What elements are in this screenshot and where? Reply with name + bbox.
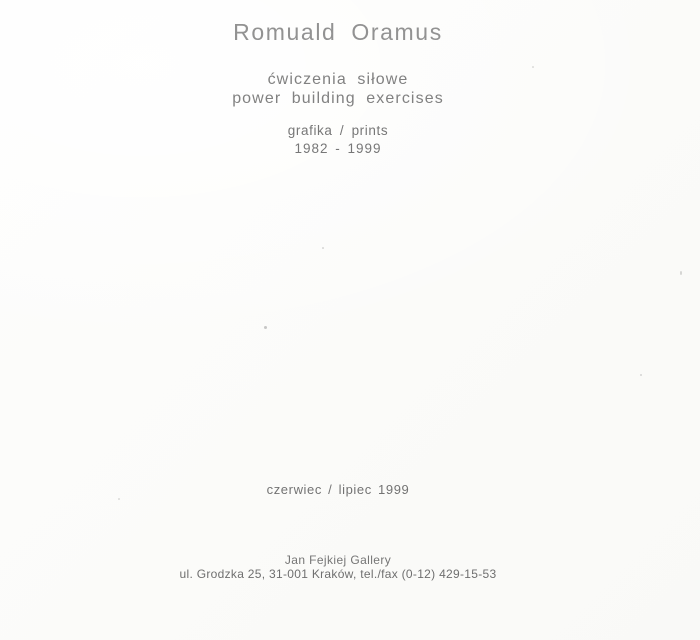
- scan-speck: [264, 326, 267, 329]
- years-line: 1982 - 1999: [294, 141, 382, 156]
- exhibition-dates: czerwiec / lipiec 1999: [266, 482, 410, 497]
- scan-speck: [680, 271, 682, 275]
- scan-speck: [640, 374, 642, 376]
- gallery-name: Jan Fejkiej Gallery: [284, 553, 392, 567]
- gallery-address: ul. Grodzka 25, 31-001 Kraków, tel./fax (0-12) 429-15-53: [179, 566, 497, 581]
- scan-speck: [532, 66, 534, 68]
- scan-speck: [118, 498, 120, 500]
- scan-speck: [322, 247, 324, 249]
- artist-name: Romuald Oramus: [233, 19, 443, 45]
- exhibition-title-polish: ćwiczenia siłowe: [267, 71, 409, 88]
- exhibition-title-english: power building exercises: [232, 90, 444, 107]
- medium-line: grafika / prints: [287, 123, 389, 138]
